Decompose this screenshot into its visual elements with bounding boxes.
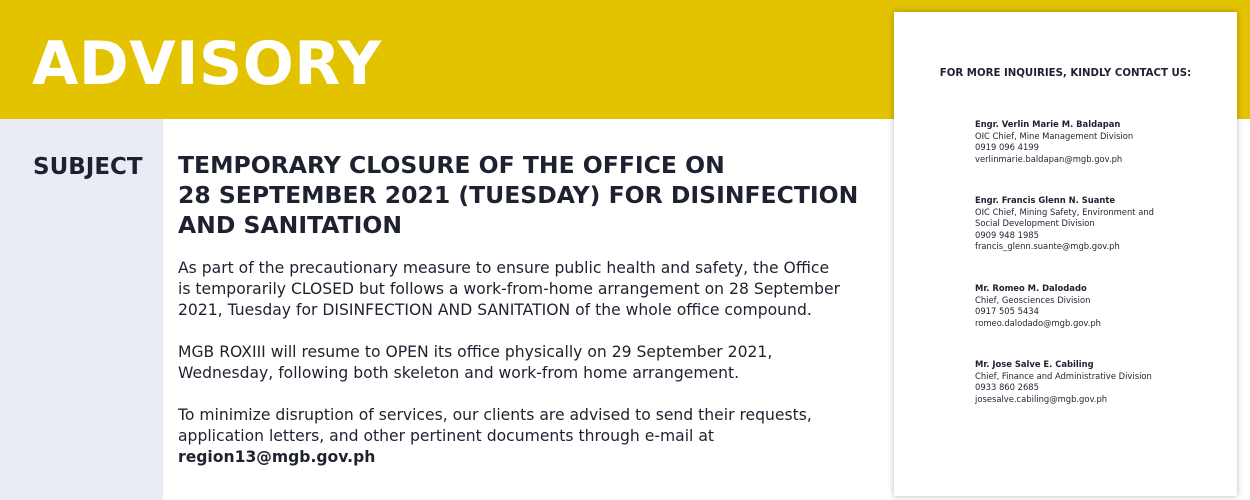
body-line: MGB ROXIII will resume to OPEN its office physically on 29 September 2021,	[178, 343, 773, 361]
contact-card	[894, 12, 1237, 496]
body-line: Wednesday, following both skeleton and work-from home arrangement.	[178, 364, 740, 382]
contact-name: Mr. Jose Salve E. Cabiling	[975, 359, 1094, 369]
contact-entry	[975, 283, 1225, 329]
contact-phone: 0917 505 5434	[975, 306, 1039, 317]
body-line: As part of the precautionary measure to ensure public health and safety, the Office	[178, 259, 830, 277]
contact-position: OIC Chief, Mine Management Division	[975, 130, 1134, 141]
contact-phone: 0909 948 1985	[975, 229, 1039, 240]
contact-entry	[975, 119, 1225, 165]
body-line: 2021, Tuesday for DISINFECTION AND SANITATION of the whole office compound.	[178, 301, 812, 319]
body-paragraph	[178, 342, 878, 384]
contact-heading: FOR MORE INQUIRIES, KINDLY CONTACT US:	[939, 68, 1192, 79]
contact-position: Chief, Geosciences Division	[975, 294, 1091, 305]
body-paragraph	[178, 405, 878, 468]
banner-title: ADVISORY	[32, 29, 382, 99]
body-line: To minimize disruption of services, our clients are advised to send their requests,	[178, 406, 812, 424]
contact-name: Mr. Romeo M. Dalodado	[975, 283, 1087, 293]
contact-position: OIC Chief, Mining Safety, Environment and	[975, 206, 1154, 217]
office-email-link[interactable]: region13@mgb.gov.ph	[178, 448, 376, 466]
contact-phone: 0919 096 4199	[975, 142, 1039, 153]
contact-email[interactable]: josesalve.cabiling@mgb.gov.ph	[975, 393, 1108, 404]
subject-title-line: AND SANITATION	[178, 211, 403, 239]
contact-email[interactable]: romeo.dalodado@mgb.gov.ph	[975, 317, 1101, 328]
contact-email[interactable]: francis_glenn.suante@mgb.gov.ph	[975, 241, 1120, 252]
contact-phone: 0933 860 2685	[975, 382, 1039, 393]
subject-title	[178, 150, 878, 240]
advisory-body	[178, 258, 878, 489]
contact-position: Chief, Finance and Administrative Division	[975, 370, 1152, 381]
contact-entry	[975, 359, 1225, 405]
subject-label: SUBJECT	[33, 154, 143, 180]
body-paragraph	[178, 258, 878, 321]
contact-position: Social Development Division	[975, 218, 1095, 229]
contact-entry	[975, 195, 1225, 253]
contact-email[interactable]: verlinmarie.baldapan@mgb.gov.ph	[975, 153, 1123, 164]
subject-title-line: 28 SEPTEMBER 2021 (TUESDAY) FOR DISINFECTION	[178, 181, 859, 209]
body-line: is temporarily CLOSED but follows a work-from-home arrangement on 28 September	[178, 280, 841, 298]
contact-name: Engr. Verlin Marie M. Baldapan	[975, 119, 1121, 129]
contact-name: Engr. Francis Glenn N. Suante	[975, 195, 1116, 205]
body-line: application letters, and other pertinent documents through e-mail at	[178, 427, 714, 445]
subject-title-line: TEMPORARY CLOSURE OF THE OFFICE ON	[178, 151, 725, 179]
